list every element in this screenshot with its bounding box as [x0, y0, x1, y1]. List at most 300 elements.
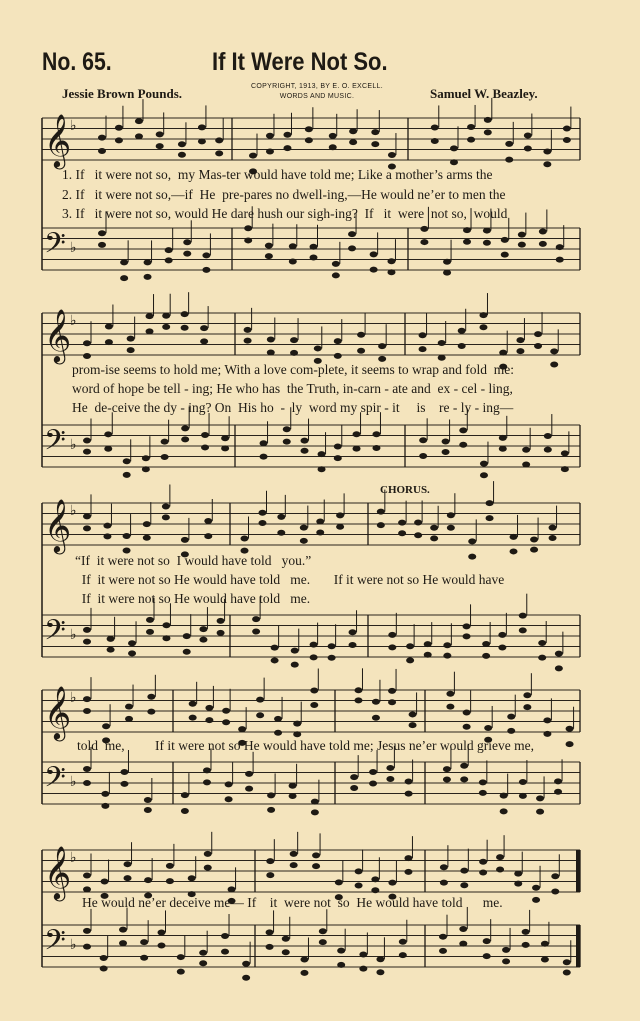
note-head [387, 258, 395, 264]
note-head [83, 438, 91, 444]
note-head [353, 431, 361, 437]
note-head [83, 886, 91, 892]
note-head [438, 340, 446, 346]
note-head [460, 776, 468, 782]
note-head [147, 694, 155, 700]
note-head [450, 145, 458, 151]
note-head [334, 353, 342, 359]
note-head [104, 446, 112, 452]
note-head [244, 338, 252, 344]
note-head [337, 948, 345, 954]
note-head [329, 144, 337, 150]
flat-key-signature: ♭ [70, 690, 77, 706]
note-head [119, 927, 127, 933]
note-head [532, 885, 540, 891]
note-head [199, 637, 207, 643]
note-head [483, 228, 491, 234]
verse-line-3: 3. If it were not so, would He dare hush our sigh-ing? If it were not so, would [62, 206, 508, 221]
note-head [516, 337, 524, 343]
chorus-line-3: If it were not so He would have told me. [75, 591, 311, 606]
note-head [500, 793, 508, 799]
note-head [349, 128, 357, 134]
note-head [496, 854, 504, 860]
flat-key-signature: ♭ [70, 850, 77, 866]
note-head [371, 876, 379, 882]
note-head [447, 525, 455, 531]
note-head [516, 348, 524, 354]
note-head [290, 851, 298, 857]
note-head [334, 443, 342, 449]
note-head [479, 859, 487, 865]
note-head [177, 969, 185, 975]
note-head [555, 665, 563, 671]
note-head [310, 255, 318, 261]
note-head [479, 790, 487, 796]
note-head [458, 343, 466, 349]
note-head [123, 533, 131, 539]
note-head [127, 347, 135, 353]
note-head [300, 525, 308, 531]
note-head [266, 929, 274, 935]
note-head [98, 230, 106, 236]
note-head [420, 239, 428, 245]
flat-key-signature: ♭ [70, 503, 77, 519]
note-head [144, 797, 152, 803]
flat-key-signature: ♭ [70, 240, 77, 256]
note-head [556, 257, 564, 263]
note-head [369, 769, 377, 775]
note-head [371, 887, 379, 893]
note-head [336, 512, 344, 518]
verse-line-1: 1. If it were not so, my Mas-ter would have told me; Like a mother’s arms the [62, 167, 493, 182]
note-head [258, 510, 266, 516]
note-head [443, 259, 451, 265]
note-head [518, 232, 526, 238]
note-head [359, 951, 367, 957]
note-head [293, 721, 301, 727]
note-head [245, 771, 253, 777]
note-head [486, 515, 494, 521]
note-head [101, 879, 109, 885]
note-head [291, 648, 299, 654]
note-head [283, 426, 291, 432]
note-head [101, 803, 109, 809]
note-head [83, 696, 91, 702]
note-head [543, 149, 551, 155]
note-head [157, 943, 165, 949]
note-head [419, 453, 427, 459]
note-head [162, 324, 170, 330]
note-head [314, 345, 322, 351]
note-head [311, 799, 319, 805]
note-head [283, 132, 291, 138]
note-head [424, 652, 432, 658]
note-head [146, 313, 154, 319]
note-head [566, 741, 574, 747]
hymn-title: If It Were Not So. [212, 48, 388, 76]
note-head [319, 928, 327, 934]
note-head [127, 336, 135, 342]
note-head [271, 657, 279, 663]
note-head [354, 687, 362, 693]
note-head [204, 851, 212, 857]
note-head [312, 863, 320, 869]
note-head [291, 662, 299, 668]
note-head [443, 766, 451, 772]
note-head [146, 629, 154, 635]
note-head [83, 780, 91, 786]
note-head [142, 455, 150, 461]
note-head [183, 239, 191, 245]
note-head [162, 622, 170, 628]
note-head [283, 439, 291, 445]
note-head [301, 448, 309, 454]
note-head [524, 133, 532, 139]
note-head [177, 954, 185, 960]
note-head [217, 618, 225, 624]
note-head [181, 425, 189, 431]
note-head [204, 518, 212, 524]
note-head [289, 783, 297, 789]
note-head [267, 792, 275, 798]
note-head [183, 251, 191, 257]
note-head [119, 940, 127, 946]
note-head [162, 503, 170, 509]
note-head [98, 148, 106, 154]
flat-key-signature: ♭ [70, 437, 77, 453]
note-head [539, 241, 547, 247]
note-head [289, 258, 297, 264]
note-head [256, 697, 264, 703]
note-head [203, 779, 211, 785]
note-head [289, 243, 297, 249]
note-head [222, 719, 230, 725]
note-head [554, 778, 562, 784]
note-head [549, 535, 557, 541]
note-head [165, 247, 173, 253]
note-head [372, 431, 380, 437]
bass-clef: 𝄢 [44, 227, 66, 267]
note-head [405, 791, 413, 797]
note-head [271, 645, 279, 651]
final-bar-line [576, 850, 580, 892]
note-head [561, 450, 569, 456]
note-head [300, 538, 308, 544]
note-head [483, 240, 491, 246]
note-head [329, 133, 337, 139]
note-head [181, 808, 189, 814]
note-head [482, 641, 490, 647]
note-head [371, 129, 379, 135]
verse-line-3: He de-ceive the dy - ing? On His ho - ly word my spir - it is re - ly - ing— [72, 400, 514, 415]
note-head [199, 626, 207, 632]
verse-line-2: 2. If it were not so,—if He pre-pares no dwell-ing,—He would ne’er to men the [62, 187, 506, 202]
note-head [440, 880, 448, 886]
note-head [293, 731, 301, 737]
note-head [228, 886, 236, 892]
note-head [83, 525, 91, 531]
note-head [388, 152, 396, 158]
note-head [100, 955, 108, 961]
note-head [256, 712, 264, 718]
note-head [162, 635, 170, 641]
note-head [334, 338, 342, 344]
note-head [479, 869, 487, 875]
note-head [166, 863, 174, 869]
note-head [544, 433, 552, 439]
note-head [135, 133, 143, 139]
note-head [83, 449, 91, 455]
note-head [336, 524, 344, 530]
note-head [430, 535, 438, 541]
note-head [468, 538, 476, 544]
note-head [486, 500, 494, 506]
note-head [349, 642, 357, 648]
note-head [181, 325, 189, 331]
note-head [274, 716, 282, 722]
flat-key-signature: ♭ [70, 118, 77, 134]
note-head [377, 522, 385, 528]
note-head [443, 270, 451, 276]
note-head [460, 763, 468, 769]
note-head [244, 225, 252, 231]
note-head [480, 472, 488, 478]
note-head [245, 786, 253, 792]
note-head [543, 731, 551, 737]
note-head [405, 779, 413, 785]
note-head [468, 554, 476, 560]
note-head [505, 141, 513, 147]
bass-clef: 𝄢 [44, 424, 66, 464]
note-head [128, 640, 136, 646]
note-head [107, 636, 115, 642]
note-head [563, 959, 571, 965]
chorus-line-1: “If it were not so I would have told you.” [75, 553, 312, 568]
note-head [221, 445, 229, 451]
note-head [103, 533, 111, 539]
treble-clef: 𝄞 [44, 498, 72, 552]
note-head [188, 875, 196, 881]
note-head [378, 343, 386, 349]
note-head [442, 449, 450, 455]
note-head [289, 793, 297, 799]
flat-key-signature: ♭ [70, 313, 77, 329]
note-head [305, 137, 313, 143]
note-head [439, 948, 447, 954]
note-head [83, 627, 91, 633]
note-head [460, 882, 468, 888]
note-head [335, 879, 343, 885]
note-head [183, 649, 191, 655]
note-head [124, 875, 132, 881]
note-head [316, 519, 324, 525]
note-head [300, 970, 308, 976]
note-head [120, 781, 128, 787]
note-head [143, 535, 151, 541]
note-head [538, 655, 546, 661]
note-head [420, 226, 428, 232]
note-head [266, 944, 274, 950]
note-head [370, 267, 378, 273]
composer: Samuel W. Beazley. [430, 86, 538, 101]
note-head [107, 647, 115, 653]
note-head [178, 141, 186, 147]
note-head [120, 769, 128, 775]
note-head [443, 653, 451, 659]
note-head [355, 882, 363, 888]
note-head [354, 697, 362, 703]
note-head [161, 454, 169, 460]
note-head [105, 339, 113, 345]
note-head [376, 956, 384, 962]
note-head [443, 642, 451, 648]
note-head [204, 533, 212, 539]
note-head [371, 141, 379, 147]
note-head [498, 645, 506, 651]
note-head [332, 272, 340, 278]
note-head [104, 431, 112, 437]
note-head [290, 350, 298, 356]
note-head [157, 929, 165, 935]
note-head [290, 337, 298, 343]
note-head [252, 616, 260, 622]
note-head [125, 704, 133, 710]
note-head [350, 774, 358, 780]
flat-key-signature: ♭ [70, 774, 77, 790]
note-head [566, 726, 574, 732]
note-head [200, 338, 208, 344]
note-head [267, 807, 275, 813]
note-head [430, 525, 438, 531]
note-head [514, 871, 522, 877]
note-head [370, 251, 378, 257]
note-head [414, 519, 422, 525]
note-head [398, 520, 406, 526]
note-head [450, 159, 458, 165]
final-bar-line [576, 925, 580, 967]
note-head [496, 867, 504, 873]
note-head [518, 242, 526, 248]
note-head [215, 137, 223, 143]
note-head [388, 644, 396, 650]
note-head [200, 325, 208, 331]
note-head [310, 654, 318, 660]
note-head [369, 780, 377, 786]
note-head [144, 877, 152, 883]
note-head [312, 852, 320, 858]
note-head [480, 461, 488, 467]
note-head [319, 939, 327, 945]
note-head [128, 650, 136, 656]
note-head [217, 630, 225, 636]
note-head [482, 653, 490, 659]
note-head [446, 691, 454, 697]
note-head [463, 633, 471, 639]
note-head [431, 138, 439, 144]
note-head [499, 446, 507, 452]
note-head [431, 124, 439, 130]
note-head [458, 328, 466, 334]
note-head [202, 252, 210, 258]
note-head [83, 944, 91, 950]
note-head [156, 143, 164, 149]
note-head [142, 466, 150, 472]
note-head [543, 161, 551, 167]
note-head [536, 809, 544, 815]
note-head [447, 512, 455, 518]
note-head [541, 941, 549, 947]
note-head [406, 643, 414, 649]
note-head [440, 864, 448, 870]
note-head [277, 514, 285, 520]
note-head [165, 257, 173, 263]
note-head [199, 960, 207, 966]
note-head [467, 137, 475, 143]
note-head [178, 152, 186, 158]
note-head [505, 157, 513, 163]
note-head [443, 776, 451, 782]
note-head [222, 708, 230, 714]
hymn-number: No. 65. [42, 48, 112, 76]
note-head [541, 956, 549, 962]
chorus-label: CHORUS. [380, 484, 430, 496]
note-head [463, 724, 471, 730]
note-head [483, 938, 491, 944]
note-head [332, 261, 340, 267]
note-head [267, 349, 275, 355]
note-head [311, 809, 319, 815]
note-head [283, 145, 291, 151]
note-head [123, 472, 131, 478]
note-head [305, 126, 313, 132]
note-head [463, 710, 471, 716]
note-head [334, 455, 342, 461]
note-head [144, 274, 152, 280]
note-head [532, 897, 540, 903]
note-head [483, 953, 491, 959]
note-head [101, 791, 109, 797]
note-head [561, 466, 569, 472]
note-head [102, 723, 110, 729]
note-head [181, 792, 189, 798]
note-head [337, 962, 345, 968]
note-head [479, 779, 487, 785]
note-head [274, 730, 282, 736]
note-head [399, 952, 407, 958]
note-head [519, 627, 527, 633]
flat-key-signature: ♭ [70, 937, 77, 953]
note-head [510, 534, 518, 540]
note-head [551, 873, 559, 879]
note-head [83, 708, 91, 714]
lyricist: Jessie Brown Pounds. [62, 86, 183, 101]
note-head [199, 950, 207, 956]
note-head [140, 955, 148, 961]
note-head [201, 432, 209, 438]
bass-clef: 𝄢 [44, 614, 66, 654]
note-head [115, 137, 123, 143]
note-head [98, 242, 106, 248]
note-head [348, 231, 356, 237]
note-head [563, 137, 571, 143]
note-head [183, 633, 191, 639]
note-head [463, 227, 471, 233]
note-head [162, 313, 170, 319]
note-head [409, 722, 417, 728]
note-head [536, 795, 544, 801]
note-head [387, 269, 395, 275]
note-head [530, 537, 538, 543]
